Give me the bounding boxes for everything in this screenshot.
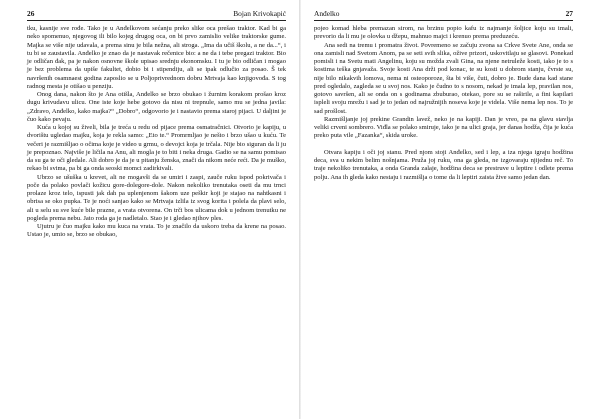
paragraph: Onog dana, nakon što je Ana otišla, Anđelko se brzo obukao i žurnim korakom prošao kroz dugu krivudavu ulicu. One iste koje hebe gotovo da nisu ni trepnule, samo mu se jedna javila: „Zdravo, Anđelko, kako majka?“ „Dobro“, odgovorio je i nastavio prema staroj pijaci. U daljini je čuo kako pevaju. — [27, 91, 286, 123]
right-page-body — [314, 25, 573, 182]
paragraph: pojeo komad hleba premazan sirom, na brzinu popio kafu iz najmanje šoljice koju su imali, prevorio da li mu je olovka u džepu, mahnuo majci i krenuo prema preduzeću. — [314, 25, 573, 41]
left-page-header — [27, 9, 286, 21]
paragraph: Kuća u kojoj su živeli, bila je treća u redu od pijace prema osmatračnici. Otvorio je kapiju, u dvorištu ugledao majku, koja je rekla samo: „Eto te.“ Promrmljao je nešto i brzo ušao u kuću. Te večeri je razmišljao o očima koje je video u grmu, o devojci koja je trčala. Nije bio siguran da li ju je prepoznao. Najviše je ličila na Anu, ali mogla je to biti i neka druga. Gadio se na samu pomisao da su ga te oči gledale. Ali dobro je da je u pitanju ženska, znači da nikom neće reći. Da je muško, rekao bi svima, pa bi ga onda seoski momci zadirkivali. — [27, 124, 286, 173]
running-title-chapter: Anđelko — [314, 9, 340, 18]
page-number-right: 27 — [565, 9, 573, 18]
page-number-left: 26 — [27, 9, 35, 18]
paragraph: Razmišljanje joj prekine Grandin lavež, neko je na kapiji. Dan je vreo, pa na glavu stavlja veliki crveni sombrero. Viđla se polako smiruje, iako je na ulici graja, jer danas hodža, čija je kuća preko puta vile „Fazanka“, skida uroke. — [314, 115, 573, 140]
paragraph: Ubrzo se ušuška u krevet, ali ne mogavši da se umiri i zaspi, zauče ruku ispod pokrivača i poče da polako povlači kožicu gore-dolegore-dole. Nakon nekoliko trenutaka oseti da mu trnci prolaze kroz telo, ispusti jak dah pa uplenjenom šakom uze peškir koji je stajao na nahtkasni i obrisa se oko pupka. Te je noći sanjao kako se Mrtvaja izlila iz svog korita i polela da plavi selo, ali u selu su sve kuće bile prazne, a vrata otvorena. On trči bos ulicama dok u jednom trenutku ne pogleda prema nebu. Jato roda ga je nadletalo. Stao je i gledao njihov ples. — [27, 173, 286, 222]
right-page-header — [314, 9, 573, 21]
right-page — [300, 0, 600, 419]
running-title-author: Bojan Krivokapić — [233, 9, 286, 18]
paragraph: tku, kasnije sve rođe. Tako je u Anđelkovom sećanju preko slike oca prešao traktor. Kad bi ga neko spomenuo, njegovog ili bilo kojeg drugog oca, on bi prvo zamislio velike traktorske gume. Majka se više nije udavala, a prema sinu je bila nežna, ali stroga. „Ima da učiš školu, a ne da...“, i tu bi se zaustavila. Anđelko je znao da je nastavak rečenice bio: a ne da i tebe pregazi traktor. Bio je odličan đak, pa je nakon osnovne škole upisao srednju ekonomsku. I tu je bio odličan i mogao je bez problema da upiše fakultet, dobio bi i stipendiju, ali se ipak odlučio za posao. Š tek navršenih osamnaest godina zaposlio se u Poljoprivrednom dobru Mrtvaja kao knjigovođa. S tog radnog mesta je otišao u penziju. — [27, 25, 286, 90]
paragraph: Ana sedi na tremu i promatra život. Povremeno se začuju zvona sa Crkve Svete Ane, onda se ona zamisli nad Svetom Anom, pa se seti svih slika, oživе prizori, uskovitlaju se glasovi. Ponekad pomisli i na Svetu mati Angelinu, koju su možda zvali Gina, na njene netruleže kosti, iako je to s kostima teška gnjavaža. Svoje kosti Ana drži pod konac, te su kosti u dobrom stanju, čvrste su, nije bilo nikakvih lomova, nema ni osteoporoze, šta bi više, čuti, dobro je. Bude dana kad stane pred ogledalo, zagleda se u svoj nos. Kako je čudno to s nosom, nekad je imala lep, pravilan nos, gotovo savršen, ali se onda on s godinama zbuburao, otekao, pore su se raširile, a fini kapilari ispleli svoju mrežu i sad je to jedan od najružnijih noseva koje je videla. Više nema lep nos. To je sad prošlost. — [314, 41, 573, 115]
paragraph: Ujutru je čuo majku kako mu kuca na vrata. To je značilo da uskoro treba da krene na posao. Ustao je, umio se, brzo se obukao, — [27, 223, 286, 239]
left-page-body — [27, 25, 286, 240]
paragraph: Otvara kapiju i oči joj stanu. Pred njom stoji Anđelko, sed i lep, a iza njega igraju hodžina deca, sva u nekim belim nošnjama. Pruža joj ruku, ona ga gleda, ne izgovaraju njijednu reč. To traje nekoliko trenutaka, a onda Granda zalaje, hodžina deca se prestruve u leptire i odlete prema polju. Ana ih gleda kako nestaju i razmišlja o tome da li leptiri zaista žive samo jedan dan. — [314, 148, 573, 181]
